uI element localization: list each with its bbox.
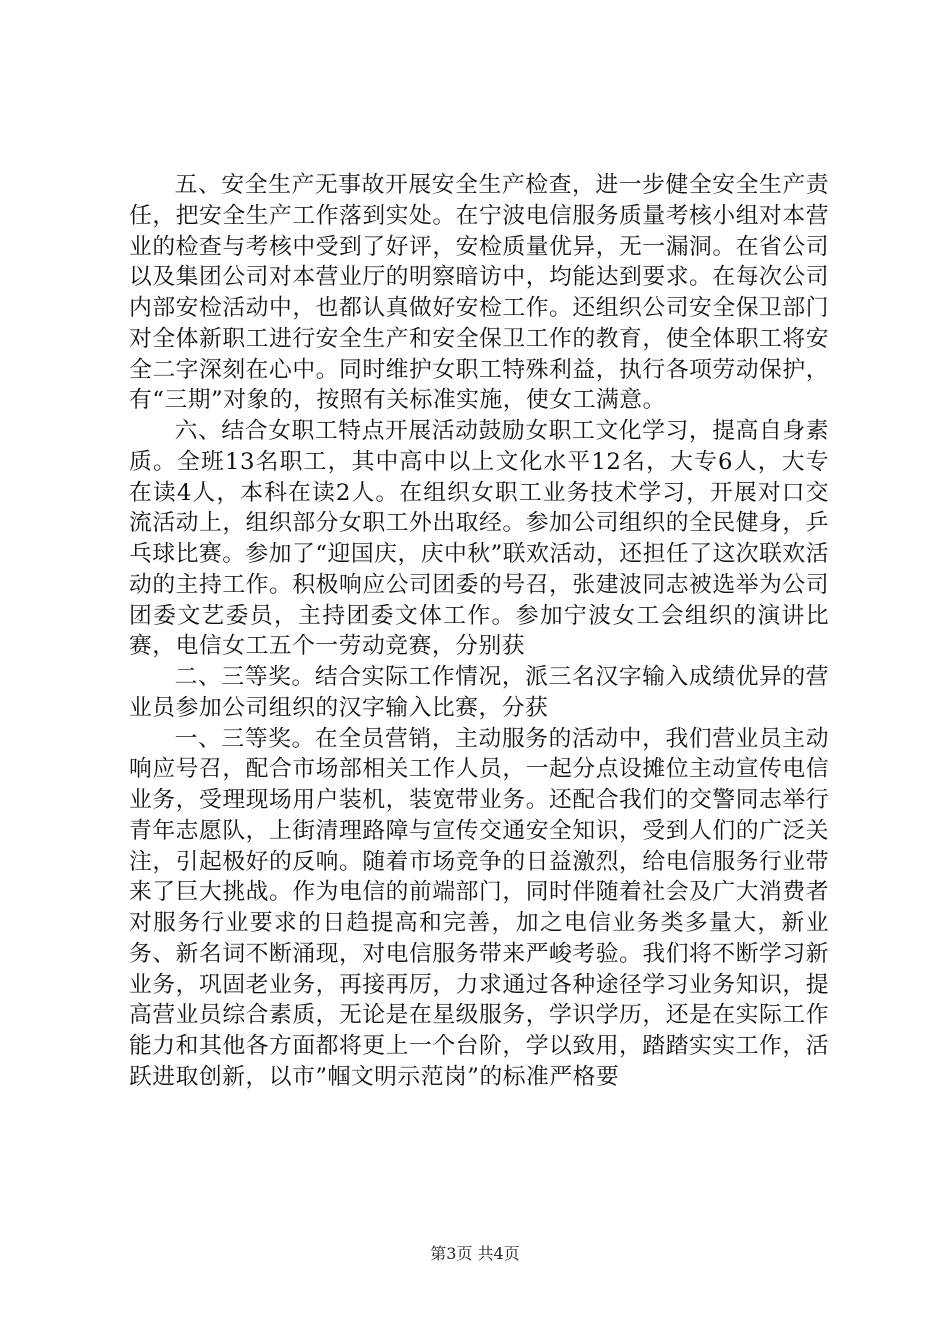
- paragraph-typing-competition: 二、三等奖。结合实际工作情况，派三名汉字输入成绩优异的营业员参加公司组织的汉字输入比赛，分获: [129, 664, 829, 721]
- document-body: [129, 170, 829, 1093]
- paragraph-marketing-service: 一、三等奖。在全员营销，主动服务的活动中，我们营业员主动响应号召，配合市场部相关工作人员，一起分点设摊位主动宣传电信业务，受理现场用户装机，装宽带业务。还配合我们的交警同志举行青年志愿队，上街清理路障与宣传交通安全知识，受到人们的广泛关注，引起极好的反响。随着市场竞争的日益激烈，给电信服务行业带来了巨大挑战。作为电信的前端部门，同时伴随着社会及广大消费者对服务行业要求的日趋提高和完善，加之电信业务类多量大，新业务、新名词不断涌现，对电信服务带来严峻考验。我们将不断学习新业务，巩固老业务，再接再厉，力求通过各种途径学习业务知识，提高营业员综合素质，无论是在星级服务，学识学历，还是在实际工作能力和其他各方面都将更上一个台阶，学以致用，踏踏实实工作，活跃进取创新，以市”帼文明示范岗”的标准严格要: [129, 725, 829, 1090]
- page-number-footer: 第3页 共4页: [430, 1244, 520, 1263]
- paragraph-safety-production: 五、安全生产无事故开展安全生产检查，进一步健全安全生产责任，把安全生产工作落到实处。在宁波电信服务质量考核小组对本营业的检查与考核中受到了好评，安检质量优异，无一漏洞。在省公司以及集团公司对本营业厅的明察暗访中，均能达到要求。在每次公司内部安检活动中，也都认真做好安检工作。还组织公司安全保卫部门对全体新职工进行安全生产和安全保卫工作的教育，使全体职工将安全二字深刻在心中。同时维护女职工特殊利益，执行各项劳动保护，有“三期”对象的，按照有关标准实施，使女工满意。: [129, 172, 829, 414]
- paragraph-female-staff-activities: 六、结合女职工特点开展活动鼓励女职工文化学习，提高自身素质。全班13名职工，其中高中以上文化水平12名，大专6人，大专在读4人，本科在读2人。在组织女职工业务技术学习，开展对口交流活动上，组织部分女职工外出取经。参加公司组织的全民健身，乒乓球比赛。参加了“迎国庆，庆中秋”联欢活动，还担任了这次联欢活动的主持工作。积极响应公司团委的号召，张建波同志被选举为公司团委文艺委员，主持团委文体工作。参加宁波女工会组织的演讲比赛，电信女工五个一劳动竞赛，分别获: [129, 418, 829, 660]
